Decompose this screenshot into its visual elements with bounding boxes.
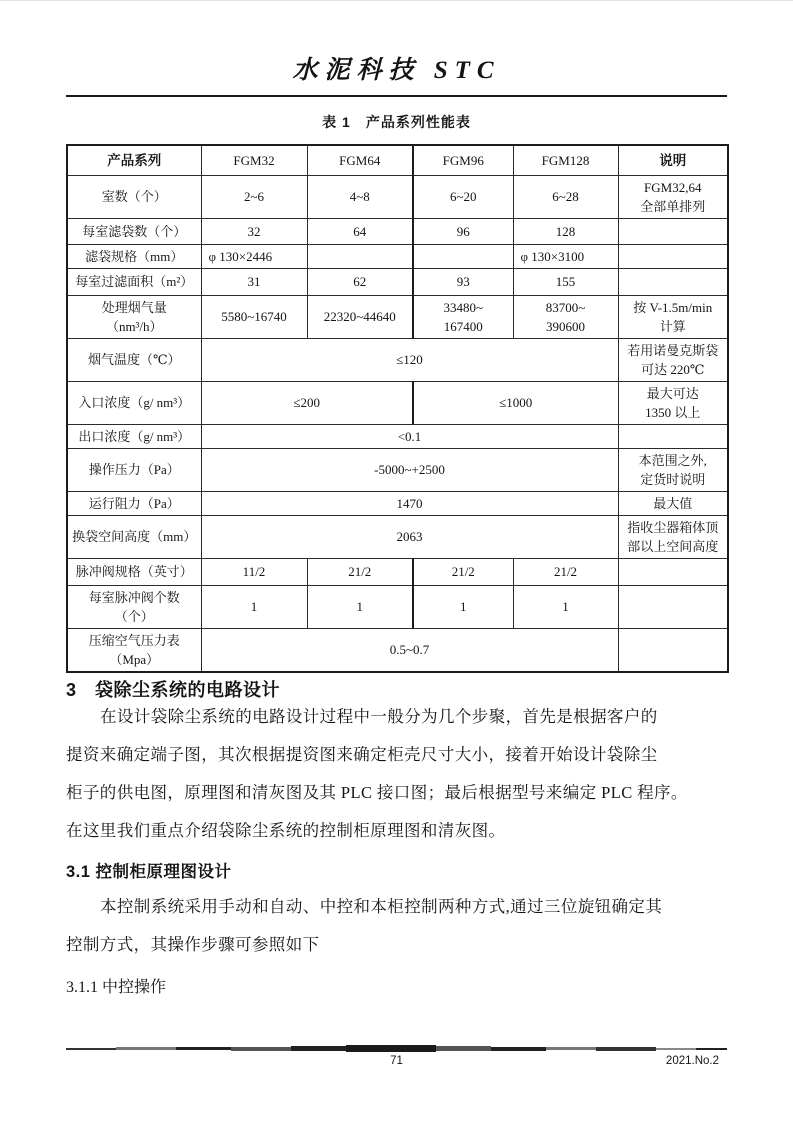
page-number: 71 (390, 1055, 403, 1067)
footer-rule-segment (436, 1046, 491, 1051)
table-cell (618, 268, 728, 295)
row-label-cell: 操作压力（Pa） (67, 448, 201, 491)
table-header-cell: FGM128 (513, 145, 618, 175)
table-header-cell: FGM32 (201, 145, 307, 175)
table-header-cell: FGM64 (307, 145, 413, 175)
footer-rule-segment (291, 1046, 346, 1051)
row-label-cell: 室数（个） (67, 175, 201, 218)
row-label-cell: 入口浓度（g/ nm³） (67, 381, 201, 424)
table-cell: 155 (513, 268, 618, 295)
table-cell: 11/2 (201, 558, 307, 585)
table-cell: 最大可达 1350 以上 (618, 381, 728, 424)
footer-rule-segment (346, 1045, 436, 1052)
row-label-cell: 出口浓度（g/ nm³） (67, 424, 201, 448)
paragraph-1 (66, 698, 727, 850)
table-cell: 6~20 (413, 175, 513, 218)
body-line: 在这里我们重点介绍袋除尘系统的控制柜原理图和清灰图。 (66, 821, 506, 840)
section-heading-3: 3 袋除尘系统的电路设计 (66, 680, 281, 700)
row-label-cell: 运行阻力（Pa） (67, 491, 201, 515)
performance-table (66, 144, 729, 673)
footer-rule-segment (491, 1047, 546, 1051)
table-cell: 6~28 (513, 175, 618, 218)
body-line: 本控制系统采用手动和自动、中控和本柜控制两种方式,通过三位旋钮确定其 (100, 897, 663, 916)
table-cell (618, 218, 728, 244)
table-cell: 5580~16740 (201, 295, 307, 338)
table-cell: 62 (307, 268, 413, 295)
row-label-cell: 每室脉冲阀个数 （个） (67, 585, 201, 628)
issue-number: 2021.No.2 (665, 1055, 719, 1067)
row-label-cell: 每室滤袋数（个） (67, 218, 201, 244)
row-label-cell: 处理烟气量 （nm³/h） (67, 295, 201, 338)
table-cell: 21/2 (307, 558, 413, 585)
table-header-cell: 产品系列 (67, 145, 201, 175)
footer-rule-segment (696, 1048, 727, 1050)
table-cell: φ 130×2446 (201, 244, 307, 268)
table-cell: -5000~+2500 (201, 448, 618, 491)
table-cell: 4~8 (307, 175, 413, 218)
row-label-cell: 换袋空间高度（mm） (67, 515, 201, 558)
table-cell (413, 244, 513, 268)
table-cell: 本范围之外, 定货时说明 (618, 448, 728, 491)
table-cell: 96 (413, 218, 513, 244)
table-cell: 若用诺曼克斯袋 可达 220℃ (618, 338, 728, 381)
row-label-cell: 每室过滤面积（m²） (67, 268, 201, 295)
row-label-cell: 压缩空气压力表 （Mpa） (67, 628, 201, 672)
body-line: 在设计袋除尘系统的电路设计过程中一般分为几个步聚，首先是根据客户的 (100, 707, 658, 726)
table-cell: 1 (307, 585, 413, 628)
table-cell: 83700~ 390600 (513, 295, 618, 338)
table-cell (618, 628, 728, 672)
table-cell (618, 585, 728, 628)
paragraph-2 (66, 888, 727, 964)
table-cell: 1 (413, 585, 513, 628)
table-cell (618, 244, 728, 268)
table-cell: 2~6 (201, 175, 307, 218)
table-cell: 1 (201, 585, 307, 628)
footer-rule-segment (176, 1047, 231, 1050)
table-cell: 指收尘器箱体顶 部以上空间高度 (618, 515, 728, 558)
table-cell: 2063 (201, 515, 618, 558)
body-line: 提资来确定端子图，其次根据提资图来确定柜壳尺寸大小，接着开始设计袋除尘 (66, 745, 658, 764)
table-header-cell: 说明 (618, 145, 728, 175)
table-cell: 最大值 (618, 491, 728, 515)
table-cell: 22320~44640 (307, 295, 413, 338)
table-cell: 32 (201, 218, 307, 244)
table-cell (618, 558, 728, 585)
table-cell: FGM32,64 全部单排列 (618, 175, 728, 218)
footer-rule-segment (596, 1047, 656, 1051)
table-cell: 31 (201, 268, 307, 295)
table-cell: 33480~ 167400 (413, 295, 513, 338)
footer-rule-segment (656, 1048, 696, 1050)
footer-rule-segment (66, 1048, 116, 1050)
header-rule (66, 95, 727, 97)
table-cell (618, 424, 728, 448)
row-label-cell: 滤袋规格（mm） (67, 244, 201, 268)
section-heading-3-1-1: 3.1.1 中控操作 (66, 979, 167, 996)
table-cell: φ 130×3100 (513, 244, 618, 268)
table-cell: ≤1000 (413, 381, 618, 424)
scan-edge-line (0, 0, 793, 1)
body-line: 控制方式，其操作步骤可参照如下 (66, 935, 320, 954)
footer-rule-segment (116, 1047, 176, 1050)
table-cell: 21/2 (413, 558, 513, 585)
section-heading-3-1: 3.1 控制柜原理图设计 (66, 863, 232, 881)
footer-rule-segment (231, 1047, 291, 1051)
journal-title: 水泥科技 STC (292, 57, 501, 84)
table-cell: 93 (413, 268, 513, 295)
table-cell: 1 (513, 585, 618, 628)
table-cell: 21/2 (513, 558, 618, 585)
table-cell: ≤200 (201, 381, 413, 424)
table-cell: 128 (513, 218, 618, 244)
footer-rule (66, 1044, 727, 1053)
table-cell: 0.5~0.7 (201, 628, 618, 672)
body-line: 柜子的供电图，原理图和清灰图及其 PLC 接口图；最后根据型号来编定 PLC 程序。 (66, 783, 688, 802)
table-header-cell: FGM96 (413, 145, 513, 175)
table-caption: 表 1 产品系列性能表 (322, 114, 471, 130)
table-cell: ≤120 (201, 338, 618, 381)
table-cell: 64 (307, 218, 413, 244)
table-cell: 1470 (201, 491, 618, 515)
table-cell: 按 V-1.5m/min 计算 (618, 295, 728, 338)
row-label-cell: 烟气温度（℃） (67, 338, 201, 381)
footer-rule-segment (546, 1047, 596, 1050)
table-cell: <0.1 (201, 424, 618, 448)
row-label-cell: 脉冲阀规格（英寸） (67, 558, 201, 585)
table-cell (307, 244, 413, 268)
